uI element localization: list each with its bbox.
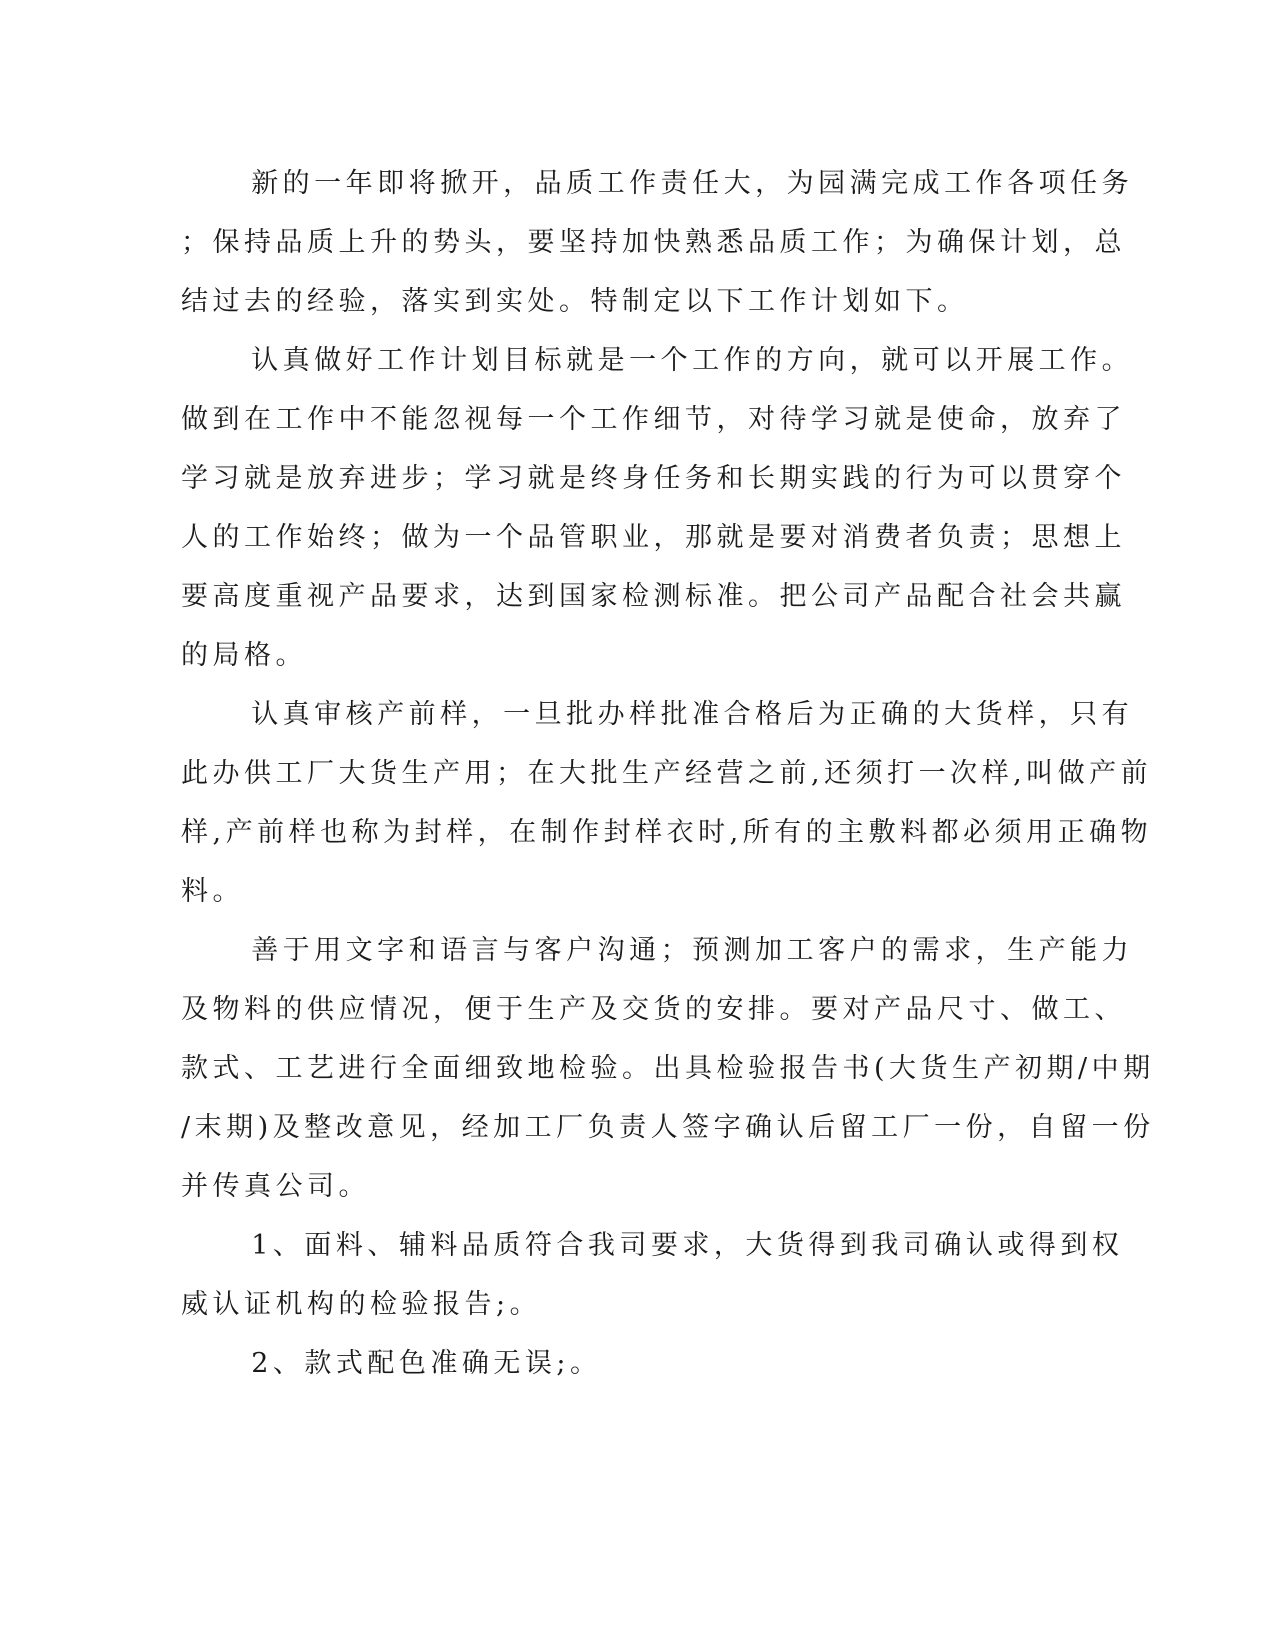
paragraph-intro: [181, 154, 1134, 331]
text-line: 2、款式配色准确无误;。: [251, 1348, 602, 1379]
text-line: 威认证机构的检验报告;。: [181, 1289, 542, 1320]
text-line: 此办供工厂大货生产用；在大批生产经营之前,还须打一次样,叫做产前: [181, 758, 1153, 789]
text-line: 款式、工艺进行全面细致地检验。出具检验报告书(大货生产初期/中期: [181, 1053, 1155, 1084]
text-line: 的局格。: [181, 640, 307, 671]
paragraph-work-plan: [181, 331, 1134, 685]
text-line: 及物料的供应情况，便于生产及交货的安排。要对产品尺寸、做工、: [181, 994, 1126, 1025]
text-line: 1、面料、辅料品质符合我司要求，大货得到我司确认或得到权: [251, 1230, 1124, 1261]
text-line: 做到在工作中不能忽视每一个工作细节，对待学习就是使命，放弃了: [181, 404, 1126, 435]
paragraph-pre-production-sample: [181, 685, 1153, 921]
text-line: 新的一年即将掀开，品质工作责任大，为园满完成工作各项任务: [251, 168, 1134, 199]
text-line: /末期)及整改意见，经加工厂负责人签字确认后留工厂一份，自留一份: [181, 1112, 1155, 1143]
text-line: 善于用文字和语言与客户沟通；预测加工客户的需求，生产能力: [251, 935, 1134, 966]
text-line: ；保持品质上升的势头，要坚持加快熟悉品质工作；为确保计划，总: [181, 227, 1126, 258]
text-line: 要高度重视产品要求，达到国家检测标准。把公司产品配合社会共赢: [181, 581, 1126, 612]
text-line: 样,产前样也称为封样，在制作封样衣时,所有的主敷料都必须用正确物: [181, 817, 1153, 848]
paragraph-customer-communication: [181, 921, 1155, 1216]
text-line: 人的工作始终；做为一个品管职业，那就是要对消费者负责；思想上: [181, 522, 1126, 553]
text-line: 结过去的经验，落实到实处。特制定以下工作计划如下。: [181, 286, 969, 317]
text-line: 并传真公司。: [181, 1171, 370, 1202]
text-line: 学习就是放弃进步；学习就是终身任务和长期实践的行为可以贯穿个: [181, 463, 1126, 494]
text-line: 料。: [181, 876, 244, 907]
list-item-1: [181, 1216, 1124, 1334]
document-body: [181, 154, 1155, 1393]
list-item-2: [181, 1334, 1031, 1393]
text-line: 认真审核产前样，一旦批办样批准合格后为正确的大货样，只有: [251, 699, 1134, 730]
text-line: 认真做好工作计划目标就是一个工作的方向，就可以开展工作。: [251, 345, 1134, 376]
